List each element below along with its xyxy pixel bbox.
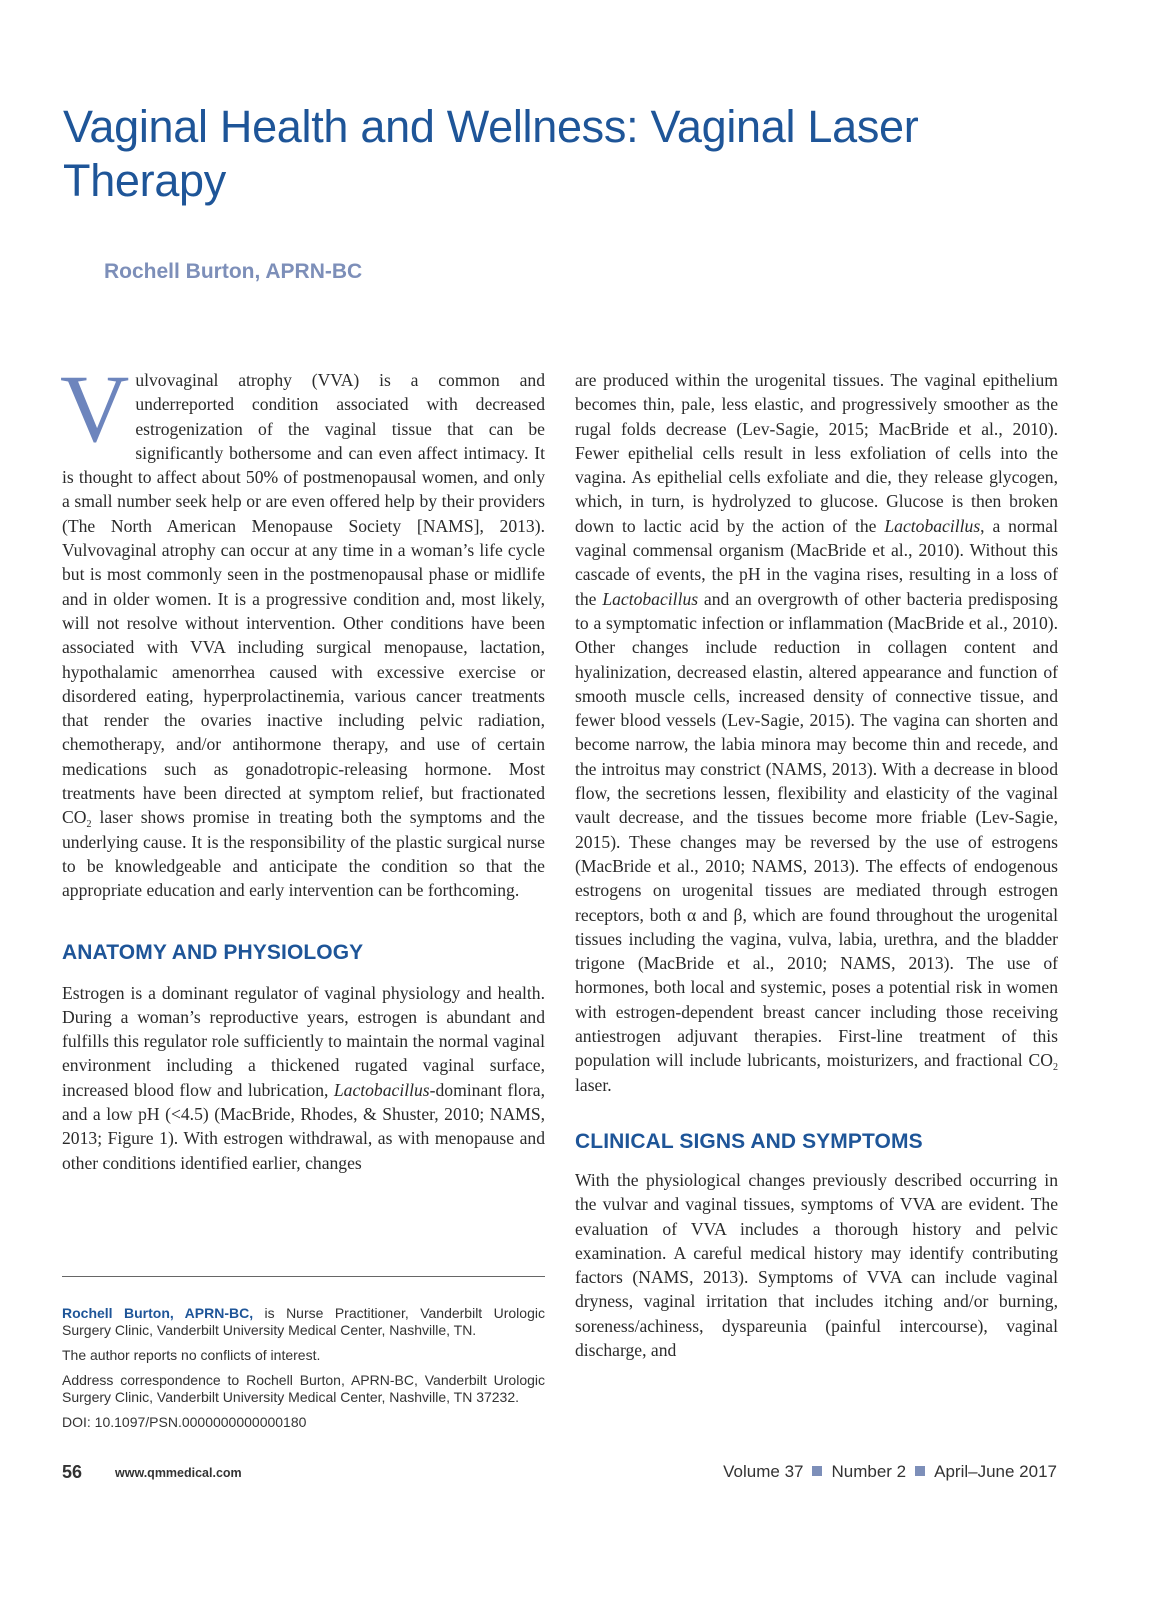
- physiology-text-end: laser.: [575, 1074, 612, 1095]
- footnote-address: Address correspondence to Rochell Burton, APRN-BC, Vanderbilt Urologic Surgery Clinic, Vanderbilt University Medical Center, Nashville, TN 37232.: [62, 1372, 545, 1405]
- section-heading-anatomy: ANATOMY AND PHYSIOLOGY: [62, 940, 364, 964]
- article-title: Vaginal Health and Wellness: Vaginal Laser Therapy: [63, 101, 919, 206]
- footnote-conflicts: The author reports no conflicts of interest.: [62, 1347, 321, 1363]
- volume-label: Volume 37: [723, 1462, 804, 1481]
- physiology-paragraph: [575, 368, 1058, 1097]
- intro-subscript: 2: [86, 819, 92, 831]
- anatomy-text-a: Estrogen is a dominant regulator of vaginal physiology and health. During a woman’s reproductive years, estrogen is abundant and fulfills this regulator role sufficiently to maintain the normal vaginal environment including a thickened rugated vaginal surface, increased blood flow and lubrication,: [62, 982, 545, 1100]
- physiology-text-b: , a normal vaginal commensal organism (MacBride et al., 2010). Without this cascade of events, the pH in the vagina rises, resulting in a loss of the: [575, 515, 1058, 609]
- footnote-affiliation-text: is Nurse Practitioner, Vanderbilt Urologic Surgery Clinic, Vanderbilt University Medical Center, Nashville, TN.: [62, 1305, 545, 1338]
- intro-text: ulvovaginal atrophy (VVA) is a common and underreported condition associated with decreased estrogenization of the vaginal tissue that can be significantly bothersome and can even affect intimacy. It is thought to affect about 50% of postmenopausal women, and only a small number seek help or are even offered help by their providers (The North American Menopause Society [NAMS], 2013). Vulvovaginal atrophy can occur at any time in a woman’s life cycle but is most commonly seen in the postmenopausal phase or midlife and in older women. It is a progressive condition and, most likely, will not resolve without intervention. Other conditions have been associated with VVA including surgical menopause, lactation, hypothalamic amenorrhea caused with excessive exercise or disordered eating, hyperprolactinemia, various cancer treatments that render the ovaries inactive including pelvic radiation, chemotherapy, and/or antihormone therapy, and use of certain medications such as gonadotropic-releasing hormone. Most treatments have been directed at symptom relief, but fractionated CO: [62, 370, 545, 828]
- anatomy-paragraph: [62, 981, 545, 1175]
- physiology-subscript: 2: [1053, 1062, 1058, 1074]
- number-label: Number 2: [831, 1462, 907, 1481]
- anatomy-text-b: -dominant flora, and a low pH (<4.5) (MacBride, Rhodes, & Shuster, 2010; NAMS, 2013; Figure 1). With estrogen withdrawal, as with menopause and other conditions identified earlier, changes: [62, 1079, 545, 1173]
- physiology-text-a: are produced within the urogenital tissues. The vaginal epithelium becomes thin, pale, less elastic, and progressively smoother as the rugal folds decrease (Lev-Sagie, 2015; MacBride et al., 2010). Fewer epithelial cells result in less exfoliation of cells into the vagina. As epithelial cells exfoliate and die, they release glycogen, which, in turn, is hydrolyzed to glucose. Glucose is then broken down to lactic acid by the action of the: [575, 370, 1058, 536]
- author-byline: Rochell Burton, APRN-BC: [104, 260, 363, 283]
- footnote-doi: DOI: 10.1097/PSN.0000000000000180: [62, 1414, 307, 1430]
- right-column: [575, 368, 1058, 1362]
- issue-info: [723, 1462, 1057, 1482]
- footnote-affiliation: [62, 1305, 545, 1339]
- square-bullet-icon: [915, 1466, 925, 1476]
- physiology-text-c: and an overgrowth of other bacteria predisposing to a symptomatic infection or inflammation (MacBride et al., 2010). Other changes include reduction in collagen content and hyalinization, decreased elastin, altered appearance and function of smooth muscle cells, increased density of connective tissue, and fewer blood vessels (Lev-Sagie, 2015). The vagina can shorten and become narrow, the labia minora may become thin and recede, and the introitus may constrict (NAMS, 2013). With a decrease in blood flow, the secretions lessen, flexibility and elasticity of the vaginal vault decrease, and the tissues become more friable (Lev-Sagie, 2015). These changes may be reversed by the use of estrogens (MacBride et al., 2010; NAMS, 2013). The effects of endogenous estrogens on urogenital tissues are mediated through estrogen receptors, both α and β, which are found throughout the urogenital tissues including the vagina, vulva, labia, urethra, and the bladder trigone (MacBride et al., 2010; NAMS, 2013). The use of hormones, both local and systemic, poses a potential risk in women with estrogen-dependent breast cancer including those receiving antiestrogen adjuvant therapies. First-line treatment of this population will include lubricants, moisturizers, and fractional CO: [575, 588, 1058, 1071]
- physiology-italic-2: Lactobacillus: [602, 588, 699, 609]
- clinical-paragraph: With the physiological changes previously described occurring in the vulvar and vaginal tissues, symptoms of VVA are evident. The evaluation of VVA includes a thorough history and pelvic examination. A careful medical history may identify contributing factors (NAMS, 2013). Symptoms of VVA can include vaginal dryness, vaginal irritation that includes itching and/or burning, soreness/achiness, dyspareunia (painful intercourse), vaginal discharge, and: [575, 1169, 1058, 1360]
- page-footer: [62, 1462, 1057, 1486]
- intro-paragraph: [60, 355, 545, 903]
- anatomy-italic: Lactobacillus: [333, 1079, 430, 1100]
- physiology-italic-1: Lactobacillus: [884, 515, 981, 536]
- section-heading-clinical: CLINICAL SIGNS AND SYMPTOMS: [575, 1129, 923, 1153]
- date-label: April–June 2017: [934, 1462, 1057, 1481]
- drop-cap: V: [60, 355, 130, 462]
- author-footnotes: [62, 1276, 545, 1439]
- intro-text-end: laser shows promise in treating both the symptoms and the underlying cause. It is the responsibility of the plastic surgical nurse to be knowledgeable and anticipate the condition so that the appropriate education and early intervention can be forthcoming.: [62, 807, 545, 901]
- website-link[interactable]: www.qmmedical.com: [115, 1466, 242, 1480]
- left-column: [60, 355, 545, 1175]
- square-bullet-icon: [812, 1466, 822, 1476]
- page-number: 56: [62, 1462, 83, 1482]
- footnote-author-name: Rochell Burton, APRN-BC,: [62, 1305, 254, 1321]
